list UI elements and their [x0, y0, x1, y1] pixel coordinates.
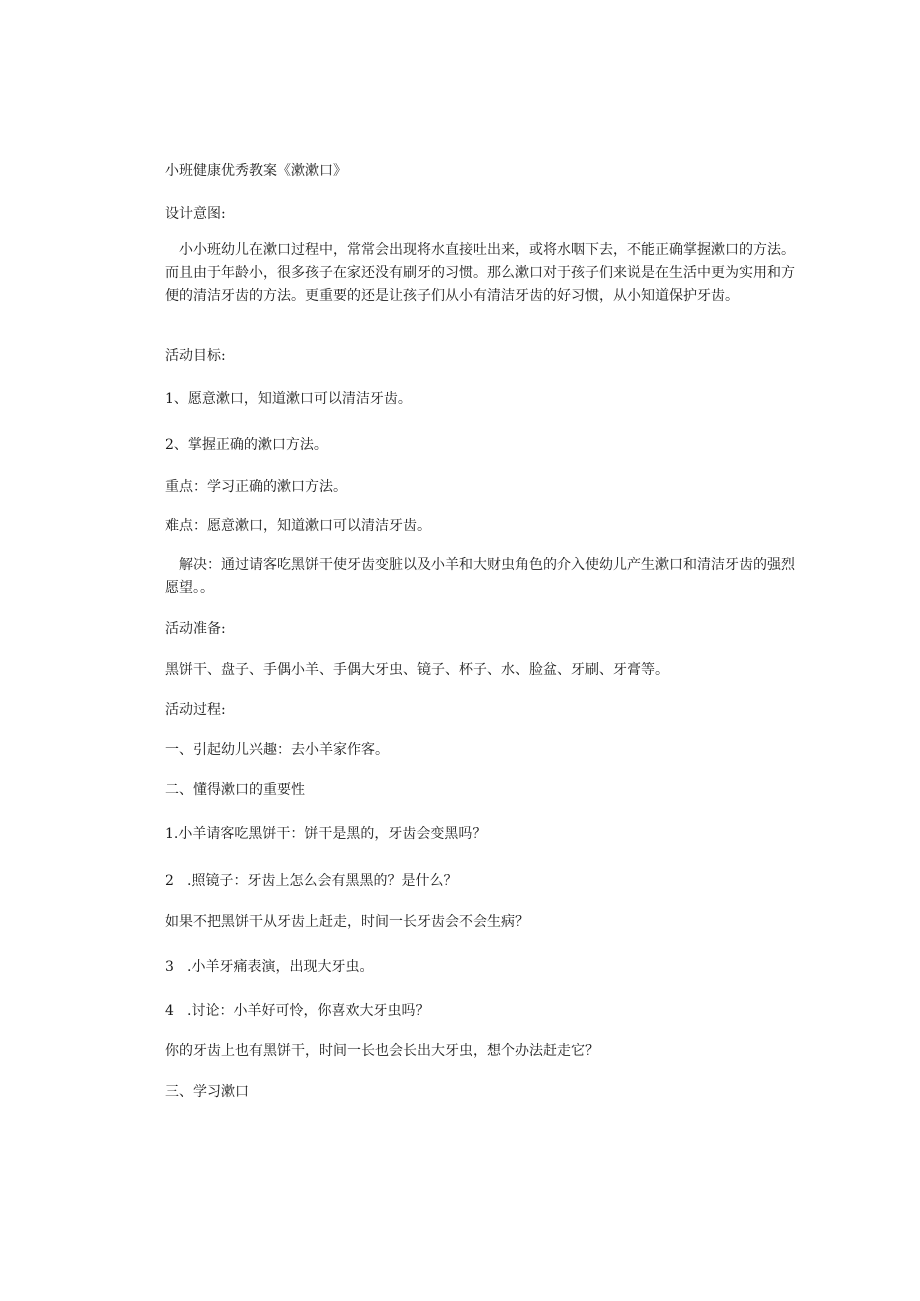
solution-paragraph: 解决：通过请客吃黑饼干使牙齿变脏以及小羊和大财虫角色的介入使幼儿产生漱口和清洁牙齿的强烈愿望。。 — [165, 557, 795, 596]
design-paragraph: 小小班幼儿在漱口过程中，常常会出现将水直接吐出来，或将水咽下去，不能正确掌握漱口的方法。而且由于年龄小，很多孩子在家还没有刷牙的习惯。那么漱口对于孩子们来说是在生活中更为实用和方便的清洁牙齿的方法。更重要的还是让孩子们从小有清洁牙齿的好习惯，从小知道保护牙齿。 — [165, 242, 795, 304]
goal-item-1: 1、愿意漱口，知道漱口可以清洁牙齿。 — [165, 391, 412, 407]
goal-item-2: 2、掌握正确的漱口方法。 — [165, 437, 328, 453]
item-3-number: 3 — [165, 959, 174, 975]
goal-heading: 活动目标: — [165, 348, 226, 364]
key-point: 重点：学习正确的漱口方法。 — [165, 479, 347, 495]
item-1: 1.小羊请客吃黑饼干：饼干是黑的，牙齿会变黑吗？ — [165, 826, 487, 842]
step-2: 二、懂得漱口的重要性 — [165, 782, 305, 798]
prep-heading: 活动准备: — [165, 621, 226, 637]
document-title: 小班健康优秀教案《漱漱口》 — [165, 163, 347, 179]
item-2 — [165, 871, 457, 891]
item-3-text: .小羊牙痛表演，出现大牙虫。 — [187, 959, 374, 975]
item-2-number: 2 — [165, 873, 174, 889]
item-4-number: 4 — [165, 1003, 174, 1019]
item-2-follow: 如果不把黑饼干从牙齿上赶走，时间一长牙齿会不会生病？ — [165, 914, 529, 930]
item-2-text: .照镜子：牙齿上怎么会有黑黑的？是什么？ — [187, 873, 458, 889]
step-1: 一、引起幼儿兴趣：去小羊家作客。 — [165, 742, 389, 758]
difficulty: 难点：愿意漱口，知道漱口可以清洁牙齿。 — [165, 518, 431, 534]
item-3 — [165, 957, 373, 977]
process-heading: 活动过程: — [165, 702, 226, 718]
item-4-follow: 你的牙齿上也有黑饼干，时间一长也会长出大牙虫，想个办法赶走它？ — [165, 1043, 599, 1059]
item-4 — [165, 1001, 429, 1021]
design-heading: 设计意图: — [165, 206, 226, 222]
item-4-text: .讨论：小羊好可怜，你喜欢大牙虫吗？ — [187, 1003, 430, 1019]
prep-text: 黑饼干、盘子、手偶小羊、手偶大牙虫、镜子、杯子、水、脸盆、牙刷、牙膏等。 — [165, 662, 669, 678]
step-3: 三、学习漱口 — [165, 1084, 249, 1100]
